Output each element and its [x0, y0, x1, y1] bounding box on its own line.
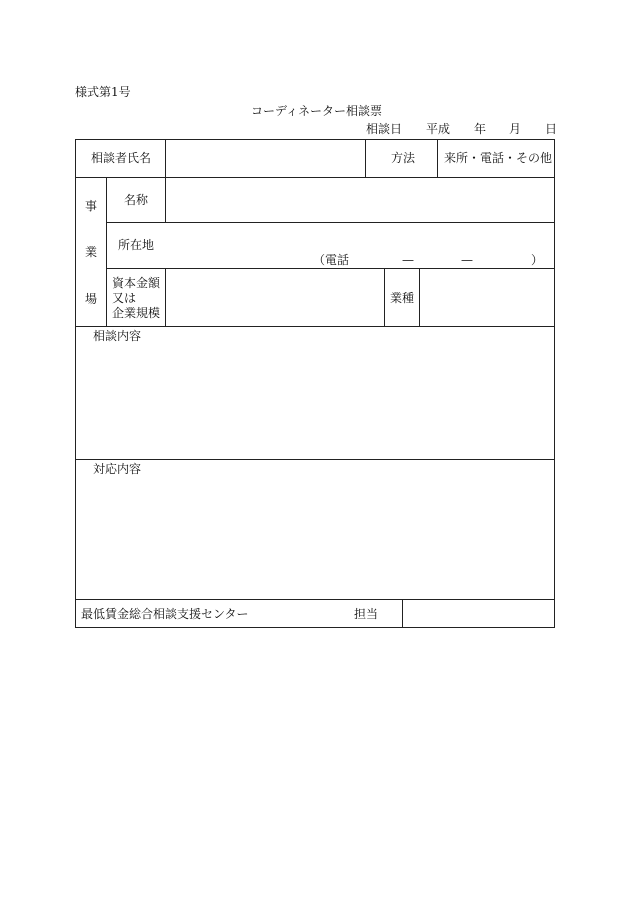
consultant-name-field[interactable] — [167, 141, 363, 176]
address-label: 所在地 — [118, 238, 155, 252]
consultation-content-area[interactable] — [77, 345, 553, 457]
column-divider — [384, 268, 385, 326]
business-side-label-2: 業 — [85, 245, 98, 259]
date-month-unit: 月 — [509, 122, 522, 136]
row-divider — [75, 459, 555, 460]
capital-label-line-3: 企業規模 — [112, 306, 161, 320]
page-title: コーディネーター相談票 — [251, 104, 383, 118]
support-center-name: 最低賃金総合相談支援センター — [81, 607, 249, 621]
consultant-name-label: 相談者氏名 — [91, 151, 152, 165]
address-field[interactable] — [167, 224, 553, 250]
column-divider — [106, 177, 107, 326]
business-name-field[interactable] — [167, 179, 553, 221]
date-label: 相談日 — [366, 122, 403, 136]
method-options: 来所・電話・その他 — [444, 151, 553, 165]
business-side-label-1: 事 — [85, 199, 98, 213]
column-divider — [402, 599, 403, 628]
date-day-unit: 日 — [545, 122, 558, 136]
column-divider — [165, 139, 166, 177]
column-divider — [437, 139, 438, 177]
date-era: 平成 — [426, 122, 451, 136]
staff-label: 担当 — [354, 607, 379, 621]
row-divider — [75, 599, 555, 600]
phone-close: ） — [531, 253, 544, 267]
response-content-area[interactable] — [77, 478, 553, 597]
capital-label-line-1: 資本金額 — [112, 276, 161, 290]
column-divider — [419, 268, 420, 326]
business-side-label-3: 場 — [85, 292, 98, 306]
row-divider — [106, 222, 555, 223]
industry-label: 業種 — [390, 291, 415, 305]
phone-dash-2: — — [461, 253, 473, 267]
phone-open: （電話 — [313, 253, 350, 267]
capital-field[interactable] — [167, 270, 383, 325]
date-year-unit: 年 — [474, 122, 487, 136]
response-content-label: 対応内容 — [93, 462, 142, 476]
row-divider — [75, 326, 555, 327]
column-divider — [165, 268, 166, 326]
row-divider — [106, 268, 555, 269]
column-divider — [365, 139, 366, 177]
method-label: 方法 — [391, 151, 416, 165]
phone-dash-1: — — [402, 253, 414, 267]
consultation-content-label: 相談内容 — [93, 329, 142, 343]
industry-field[interactable] — [421, 270, 553, 325]
staff-field[interactable] — [404, 601, 553, 626]
form-number: 様式第1号 — [75, 85, 131, 99]
row-divider — [75, 177, 555, 178]
capital-label-line-2: 又は — [112, 291, 137, 305]
column-divider — [165, 177, 166, 222]
business-name-label: 名称 — [124, 193, 149, 207]
